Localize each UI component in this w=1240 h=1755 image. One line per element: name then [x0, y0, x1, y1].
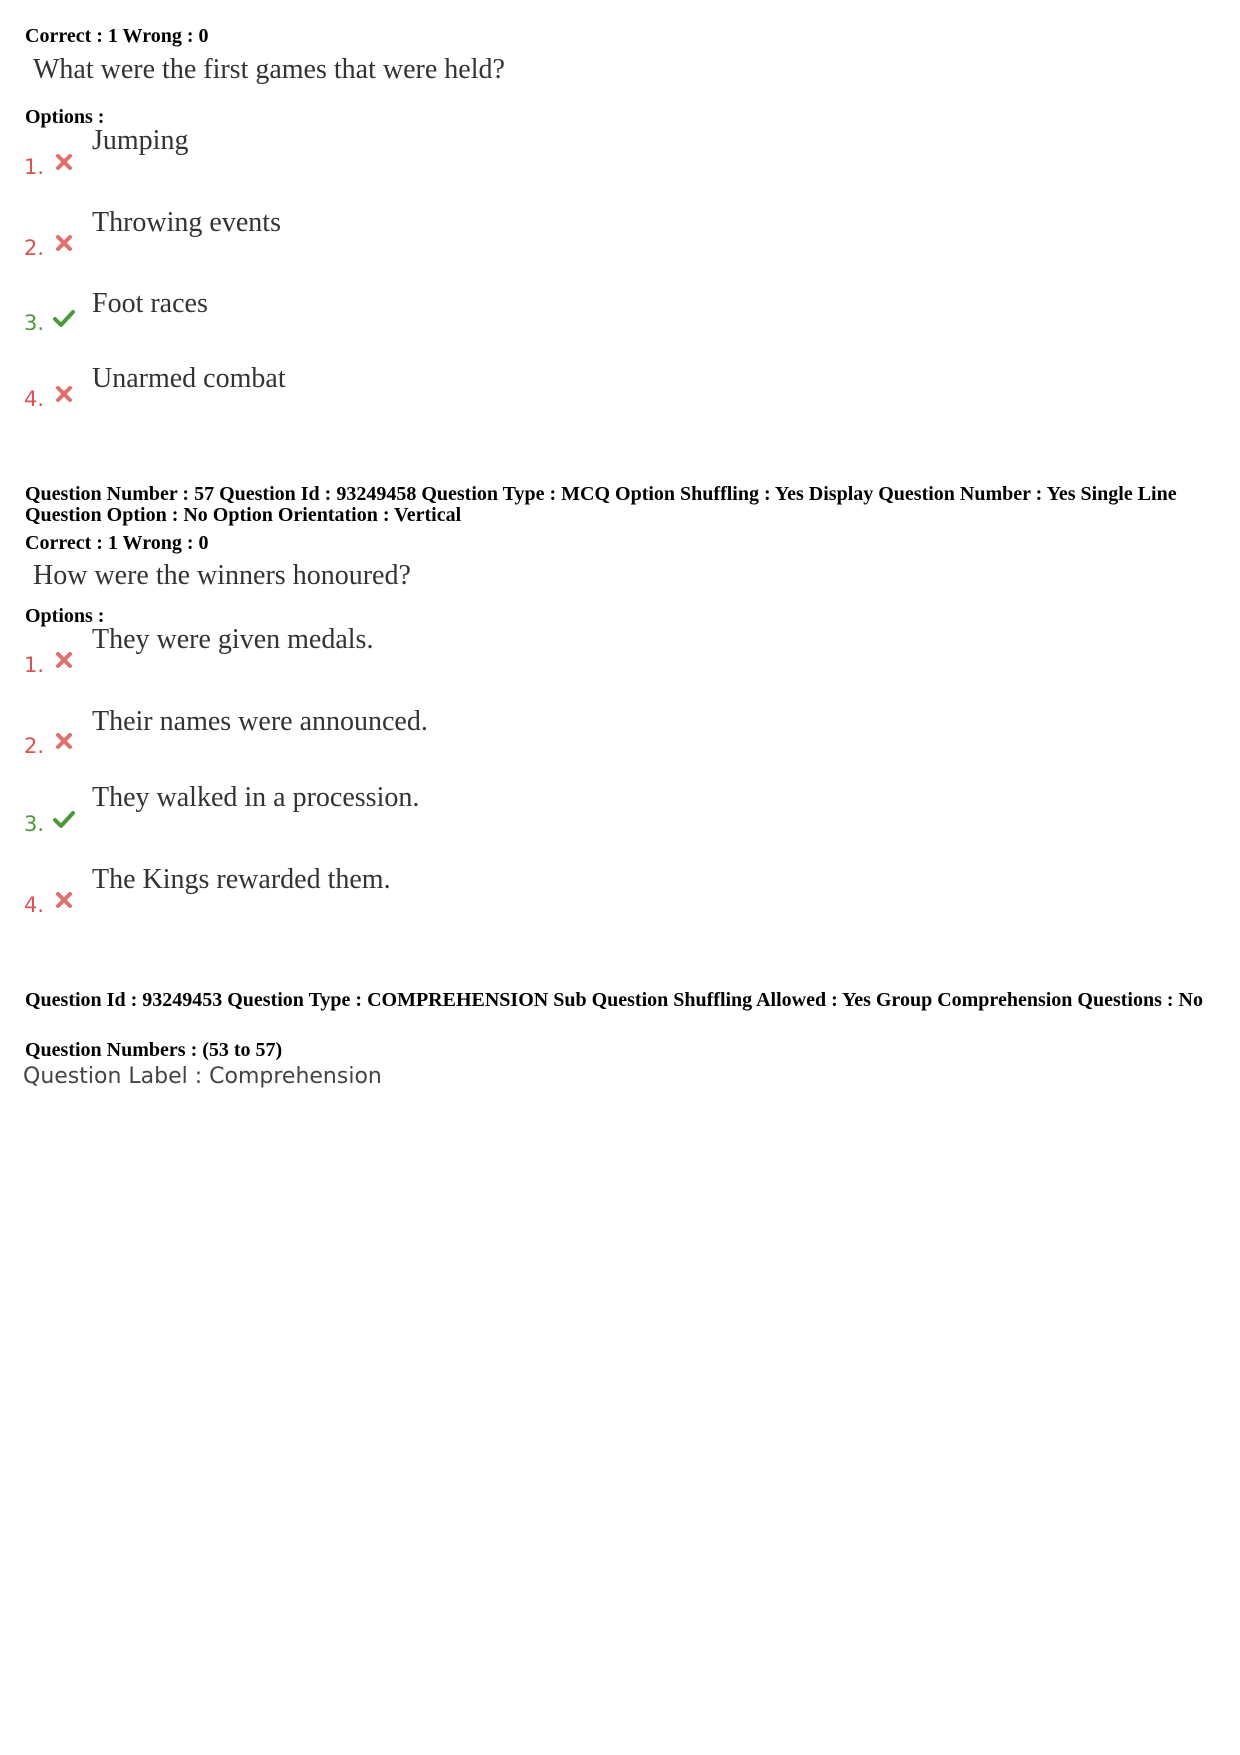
- cross-icon: [52, 729, 76, 753]
- option-number: 2.: [24, 734, 45, 758]
- option-number: 3.: [24, 311, 45, 335]
- options-label: Options :: [25, 106, 105, 128]
- option-text: Throwing events: [92, 207, 281, 238]
- option-text: They were given medals.: [92, 624, 374, 655]
- comprehension-header: Question Id : 93249453 Question Type : COMPREHENSION Sub Question Shuffling Allowed : Yes Group Comprehension Questions : No: [25, 989, 1203, 1011]
- option-text: Unarmed combat: [92, 363, 286, 394]
- option-number: 1.: [24, 155, 45, 179]
- option-text: They walked in a procession.: [92, 782, 420, 813]
- question-header: Question Number : 57 Question Id : 93249458 Question Type : MCQ Option Shuffling : Yes Display Question Number : Yes Single Line Question Option : No Option Orientation : Vertical: [25, 483, 1177, 526]
- cross-icon: [52, 231, 76, 255]
- check-icon: [52, 306, 76, 330]
- option-number: 2.: [24, 236, 45, 260]
- cross-icon: [52, 888, 76, 912]
- cross-icon: [52, 648, 76, 672]
- marks-line: Correct : 1 Wrong : 0: [25, 25, 209, 47]
- option-text: The Kings rewarded them.: [92, 864, 391, 895]
- option-text: Jumping: [92, 125, 189, 156]
- option-number: 1.: [24, 653, 45, 677]
- question-text: How were the winners honoured?: [33, 560, 411, 591]
- question-label: Question Label : Comprehension: [23, 1064, 382, 1089]
- check-icon: [52, 807, 76, 831]
- option-number: 3.: [24, 812, 45, 836]
- option-text: Their names were announced.: [92, 706, 428, 737]
- cross-icon: [52, 150, 76, 174]
- marks-line: Correct : 1 Wrong : 0: [25, 532, 209, 554]
- option-text: Foot races: [92, 288, 208, 319]
- options-label: Options :: [25, 605, 105, 627]
- cross-icon: [52, 382, 76, 406]
- question-numbers: Question Numbers : (53 to 57): [25, 1039, 283, 1061]
- option-number: 4.: [24, 893, 45, 917]
- option-number: 4.: [24, 387, 45, 411]
- question-text: What were the first games that were held?: [33, 54, 505, 85]
